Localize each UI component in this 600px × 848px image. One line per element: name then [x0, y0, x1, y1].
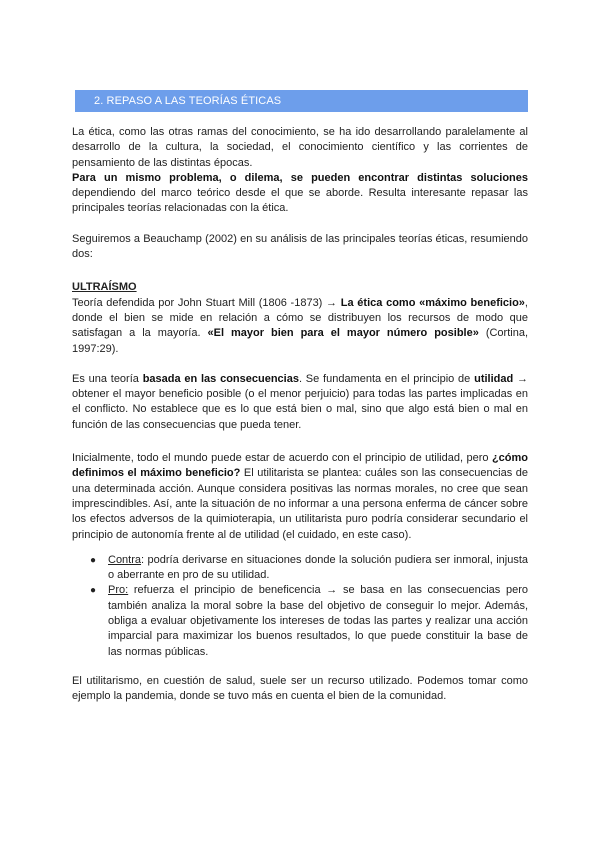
p2-text-a: Es una teoría: [72, 372, 143, 385]
p1-text-c: , donde el bien se mide en relación a cómo se distribuyen los recursos de modo que satisfagan a la mayoría.: [72, 296, 528, 340]
section-subheading: ULTRAÍSMO: [72, 281, 137, 294]
section-title: 2. REPASO A LAS TEORÍAS ÉTICAS: [94, 95, 282, 107]
bullet-icon: ●: [90, 554, 97, 566]
utilitarismo-paragraph-4: El utilitarismo, en cuestión de salud, suele ser un recurso utilizado. Podemos tomar como ejemplo la pandemia, donde se tuvo más en cuenta el bien de la comunidad.: [72, 674, 528, 703]
list-item-pro-text: refuerza el principio de beneficencia → se basa en las consecuencias pero también analiza la moral sobre la base del objetivo de conseguir lo mejor. Además, obliga a evaluar objetivamente los intereses de todas las partes y realizar una acción imparcial para maximizar los buenos resultados, lo que puede constituir la base de las normas públicas.: [108, 584, 528, 658]
intro-paragraph-1: La ética, como las otras ramas del conocimiento, se ha ido desarrollando paralelamente al desarrollo de la cultura, la sociedad, el conocimiento científico y las corrientes de pensamiento de las distintas épocas.: [72, 126, 528, 169]
pros-cons-list: [72, 553, 528, 660]
p3-bold-b: ¿cómo definimos el máximo beneficio?: [72, 452, 528, 480]
utilitarismo-paragraph-1: [72, 296, 528, 357]
list-item-contra-text: : podría derivarse en situaciones donde la solución pudiera ser inmoral, injusta o aberrante en pro de su utilidad.: [108, 553, 528, 582]
list-item-contra: [72, 553, 528, 584]
p1-text-e: (Cortina, 1997:29).: [72, 327, 528, 355]
p2-text-e: → obtener el mayor beneficio posible (o el menor perjuicio) para todas las partes implicadas en el conflicto. No establece que es lo que está bien o mal, sino que algo está bien o mal en función de las consecuencias que pueda tener.: [72, 372, 528, 431]
list-item-contra-label: Contra: [108, 553, 142, 566]
p1-text-a: Teoría defendida por John Stuart Mill (1806 -1873) →: [72, 296, 341, 309]
utilitarismo-paragraph-3: [72, 451, 528, 543]
intro-paragraph-2-bold: Para un mismo problema, o dilema, se pueden encontrar distintas soluciones: [72, 171, 528, 184]
document-body: [72, 125, 528, 705]
p2-text-c: . Se fundamenta en el principio de: [298, 372, 475, 385]
p2-bold-b: basada en las consecuencias: [142, 372, 299, 385]
p1-bold-b: La ética como «máximo beneficio»: [340, 296, 525, 309]
intro-paragraph-2: [72, 171, 528, 217]
intro-paragraph-2-text: dependiendo del marco teórico desde el que se aborde. Resulta interesante repasar las principales teorías relacionadas con la ética.: [72, 187, 528, 215]
p3-text-c: El utilitarista se plantea: cuáles son las consecuencias de una determinada acción. Aunque considera positivas las normas morales, no cree que sean imprescindibles. Así, ante la situación de no informar a una persona enferma de cáncer sobre los efectos adversos de la quimioterapia, un utilitarista puro podría considerar secundario el principio de autonomía frente al de utilidad (el cuidado, en este caso).: [72, 467, 528, 541]
list-item-pro-label: Pro:: [108, 584, 129, 597]
intro-paragraph-3: Seguiremos a Beauchamp (2002) en su análisis de las principales teorías éticas, resumiendo dos:: [72, 232, 528, 261]
p1-bold-d: «El mayor bien para el mayor número posible»: [207, 327, 479, 340]
p3-text-a: Inicialmente, todo el mundo puede estar de acuerdo con el principio de utilidad, pero: [72, 452, 492, 465]
utilitarismo-paragraph-2: [72, 372, 528, 433]
list-item-pro: [72, 583, 528, 659]
section-header-bar: [75, 90, 528, 112]
p2-bold-d: utilidad: [474, 372, 514, 385]
bullet-icon: ●: [90, 585, 97, 597]
